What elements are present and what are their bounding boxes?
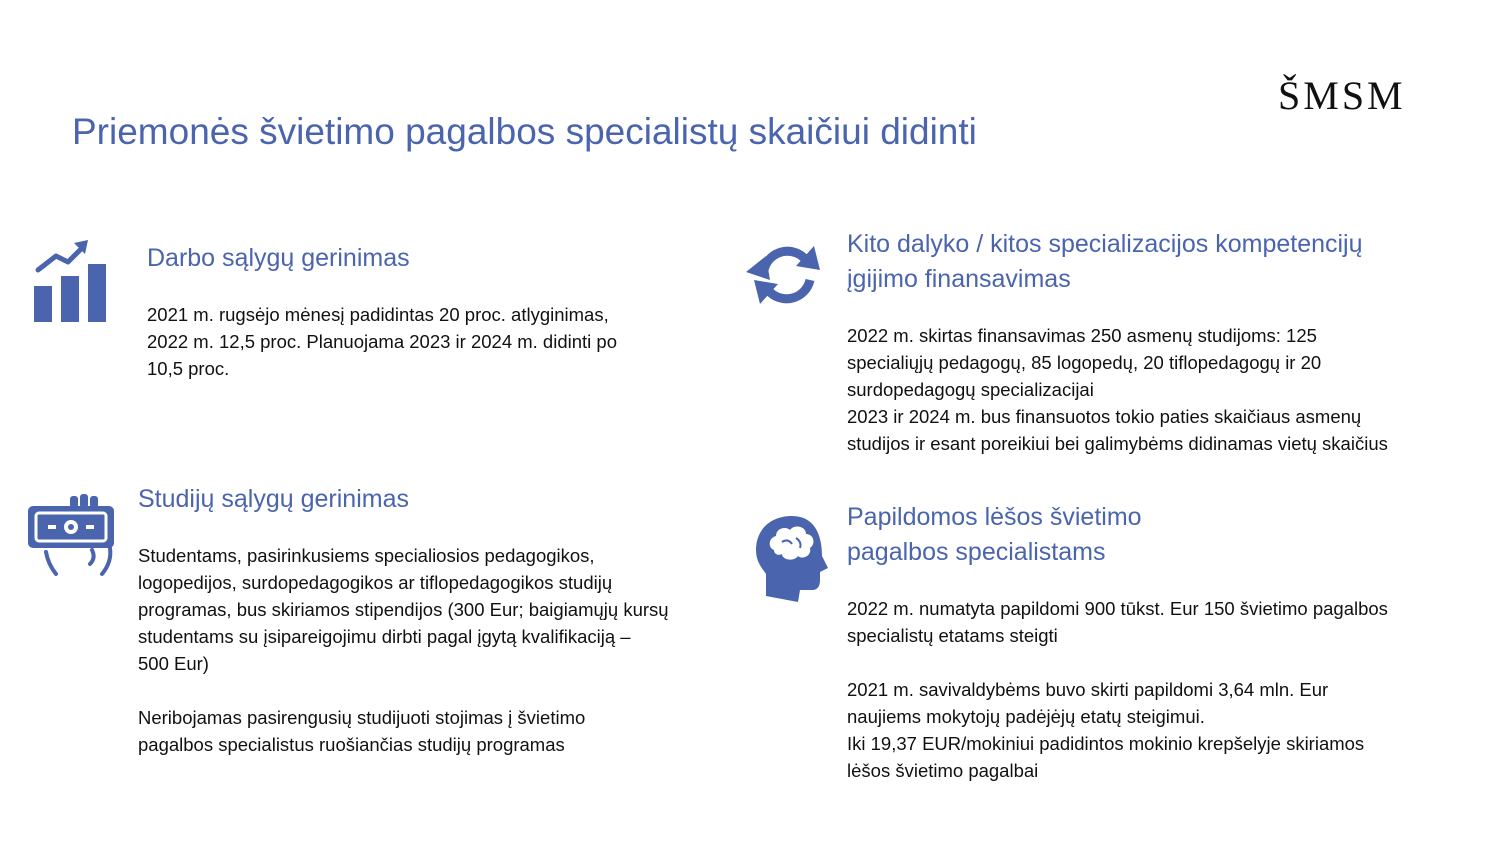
head-brain-icon [752, 512, 832, 604]
body-line: 2021 m. savivaldybėms buvo skirti papildomi 3,64 mln. Eur [847, 679, 1329, 700]
body-line: surdopedagogų specializacijai [847, 379, 1094, 400]
body-line: 10,5 proc. [147, 358, 230, 379]
body-line: lėšos švietimo pagalbai [847, 760, 1039, 781]
body-line: naujiems mokytojų padėjėjų etatų steigimui. [847, 706, 1205, 727]
heading-line: įgijimo finansavimas [847, 265, 1071, 293]
body-line: Neribojamas pasirengusių studijuoti stojimas į švietimo [138, 707, 586, 728]
page-title: Priemonės švietimo pagalbos specialistų skaičiui didinti [72, 111, 977, 152]
ministry-logo: ŠMSM [1278, 73, 1406, 118]
body-line: studentams su įsipareigojimu dirbti pagal įgytą kvalifikaciją – [138, 626, 631, 647]
paragraph-gap [138, 677, 669, 704]
body-line: 2022 m. skirtas finansavimas 250 asmenų studijoms: 125 [847, 325, 1317, 346]
heading-line: Papildomos lėšos švietimo [847, 503, 1142, 531]
section-body-additional-funds [847, 595, 1388, 784]
body-line: 2022 m. 12,5 proc. Planuojama 2023 ir 2024 m. didinti po [147, 331, 617, 352]
refresh-cycle-icon [744, 242, 830, 308]
section-heading-additional-funds [847, 500, 1142, 570]
hand-money-icon [26, 492, 118, 580]
heading-line: Kito dalyko / kitos specializacijos kompetencijų [847, 230, 1363, 258]
body-line: Iki 19,37 EUR/mokiniui padidintos mokinio krepšelyje skiriamos [847, 733, 1365, 754]
body-line: pagalbos specialistus ruošiančias studijų programas [138, 734, 565, 755]
body-line: 2022 m. numatyta papildomi 900 tūkst. Eur 150 švietimo pagalbos [847, 598, 1388, 619]
body-line: studijos ir esant poreikiui bei galimybėms didinamas vietų skaičius [847, 433, 1388, 454]
section-heading-competence-funding [847, 227, 1363, 297]
body-line: logopedijos, surdopedagogikos ar tiflopedagogikos studijų [138, 572, 613, 593]
section-heading-study-conditions: Studijų sąlygų gerinimas [138, 485, 409, 513]
section-body-competence-funding [847, 322, 1388, 457]
body-line: specialistų etatams steigti [847, 625, 1058, 646]
body-line: programas, bus skiriamos stipendijos (300 Eur; baigiamųjų kursų [138, 599, 669, 620]
body-line: Studentams, pasirinkusiems specialiosios pedagogikos, [138, 545, 595, 566]
section-heading-work-conditions: Darbo sąlygų gerinimas [147, 244, 410, 272]
body-line: 500 Eur) [138, 653, 209, 674]
paragraph-gap [847, 649, 1388, 676]
body-line: specialiųjų pedagogų, 85 logopedų, 20 tiflopedagogų ir 20 [847, 352, 1322, 373]
section-body-study-conditions [138, 542, 669, 758]
body-line: 2021 m. rugsėjo mėnesį padidintas 20 proc. atlyginimas, [147, 304, 609, 325]
bar-chart-growth-icon [32, 240, 110, 326]
heading-line: pagalbos specialistams [847, 538, 1106, 566]
section-body-work-conditions [147, 301, 617, 382]
body-line: 2023 ir 2024 m. bus finansuotos tokio paties skaičiaus asmenų [847, 406, 1362, 427]
